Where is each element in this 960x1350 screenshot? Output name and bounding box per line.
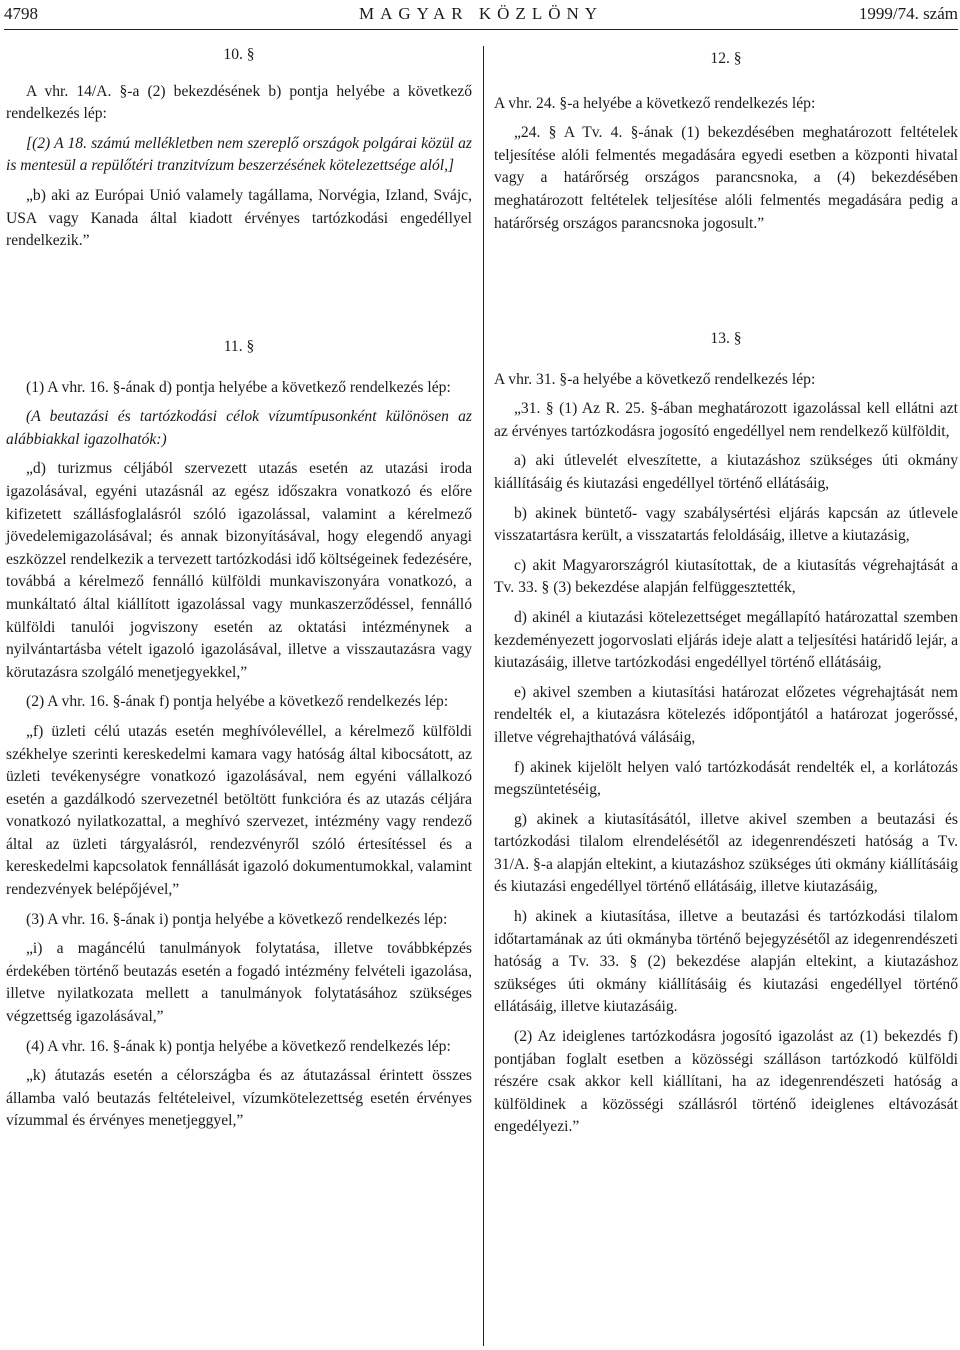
section-11-title: 11. § <box>223 338 255 355</box>
section-13-intro: A vhr. 31. §-a helyébe a következő rendelkezés lép: <box>494 370 816 388</box>
section-13-point-h: h) akinek a kiutasítása, illetve a beutazási és tartózkodási tilalom időtartamának az úti okmányba történő bejegyzésétől az idegenrendészeti hatóság a Tv. 33. § (2) bekezdése alapján eltekint, a kiutazáshoz szükséges úti okmány kiállításáig és kiutazási engedéllyel történő ellátásáig, illetve kiutazásáig. <box>494 908 958 1016</box>
left-column <box>6 44 472 260</box>
section-13-point-f: f) akinek kijelölt helyen való tartózkodását rendelték el, a korlátozás megszüntetéséig, <box>494 758 958 799</box>
journal-title: MAGYAR KÖZLÖNY <box>358 4 604 23</box>
section-11-para-1: (1) A vhr. 16. §-ának d) pontja helyébe a következő rendelkezés lép: <box>26 378 451 396</box>
right-column <box>494 48 958 242</box>
section-12-amendment: „24. § A Tv. 4. §-ának (1) bekezdésében meghatározott feltételek teljesítése alóli felmentés megadására egyedi esetben a központi hivatal vagy a határőrség országos parancsnoka, a (4) bekezdésében meghatározott feltételek teljesítése alóli felmentés megadására pedig a határőrség országos parancsnoka jogosult.” <box>494 124 958 232</box>
section-11-para-4: (4) A vhr. 16. §-ának k) pontja helyébe a következő rendelkezés lép: <box>26 1037 451 1055</box>
section-11-point-k: „k) átutazás esetén a célországba és az átutazással érintett összes államba való beutazás feltételeivel, vízumkötelezettség esetén érvényes vízummal és érvényes menetjeggyel,” <box>6 1067 472 1130</box>
section-13-title: 13. § <box>710 330 742 347</box>
column-divider <box>483 46 484 1346</box>
section-10-amendment: „b) aki az Európai Unió valamely tagállama, Norvégia, Izland, Svájc, USA vagy Kanada által kiadott érvényes tartózkodási engedéllyel rendelkezik.” <box>6 186 472 250</box>
section-12-title: 12. § <box>710 50 742 67</box>
header-rule <box>4 29 958 30</box>
issue-number: 1999/74. szám <box>858 4 958 23</box>
section-11-para-3: (3) A vhr. 16. §-ának i) pontja helyébe a következő rendelkezés lép: <box>26 910 448 928</box>
section-10-intro: A vhr. 14/A. §-a (2) bekezdésének b) pontja helyébe a következő rendelkezés lép: <box>6 82 472 123</box>
page-header <box>4 4 958 26</box>
section-13-point-b: b) akinek büntető- vagy szabálysértési eljárás kapcsán az útlevele visszatartásra került, a visszatartás feloldásáig, illetve a kiutazásig, <box>494 504 958 545</box>
page-number: 4798 <box>4 4 38 23</box>
section-12-intro: A vhr. 24. §-a helyébe a következő rendelkezés lép: <box>494 94 816 112</box>
section-13-para-2: (2) Az ideiglenes tartózkodásra jogosító igazolást az (1) bekezdés f) pontjában foglalt esetben a közösségi szálláson tartózkodó külföldi részére csak akkor kell kiállítani, ha az idegenrendészeti hatóság a külföldinek a közösségi szállásról történő ideiglenes eltávozását engedélyezi.” <box>494 1028 958 1136</box>
section-10-title: 10. § <box>223 46 255 63</box>
section-11-context: (A beutazási és tartózkodási célok vízumtípusonként különösen az alábbiakkal igazolhatók:) <box>6 408 472 448</box>
section-11-para-2: (2) A vhr. 16. §-ának f) pontja helyébe a következő rendelkezés lép: <box>26 693 449 711</box>
section-13-point-e: e) akivel szemben a kiutasítási határozat előzetes végrehajtását nem rendelték el, a kiutazásra kötelezés időpontjától a határozat jogerőssé, illetve végrehajthatóvá válásáig, <box>494 683 958 746</box>
right-column-section-13 <box>494 328 958 1139</box>
section-13-point-g: g) akinek a kiutasításától, illetve akivel szemben a beutazási és tartózkodási tilalom elrendelésétől az idegenrendészeti hatóság a Tv. 31/A. §-a alapján eltekint, a kiutazáshoz szükséges úti okmány kiállításáig és kiutazási engedéllyel történő ellátásáig, illetve kiutazásáig, <box>494 810 958 896</box>
section-10-context: [(2) A 18. számú mellékletben nem szereplő országok polgárai közül az is mentesül a repülőtéri tranzitvízum beszerzésének kötelezettsége alól,] <box>6 134 472 175</box>
section-11-point-d: „d) turizmus céljából szervezett utazás esetén az utazási iroda igazolásával, egyéni utazásnál az egész időszakra vonatkozó és előre kifizetett szállásfoglalásról szóló igazolással, valamint a kérelmező jövedelemigazolásával; és annak bizonyításával, hogy elegendő anyagi eszközzel rendelkezik a tervezett tartózkodási idő költségeinek fedezésére, továbbá a kérelmező fennálló külföldi munkaviszonyára vonatkozó, a munkáltató által kiállított igazolással vagy munkaszerződéssel, fennálló külföldi tanulói jogviszony esetén az oktatási intézménynek a nyilvántartásba vételt igazoló igazolásával, illetve a visszautazásra vagy körutazásra szolgáló menetjegyekkel,” <box>6 460 472 681</box>
section-11-point-i: „i) a magáncélú tanulmányok folytatása, illetve továbbképzés érdekében történő beutazás esetén a fogadó intézmény felvételi igazolása, illetve nyilatkozata mellett a tanulmányok folytatásához szükséges végzettség igazolásával,” <box>6 940 472 1026</box>
section-11-point-f: „f) üzleti célú utazás esetén meghívólevéllel, a kérelmező külföldi székhelye szerinti kereskedelmi kamara vagy hatóság által kibocsátott, az üzleti tevékenységre vonatkozó igazolásával, nem egyéni vállalkozó esetén a gazdálkodó szervezetnél betöltött funkcióra és az utazás céljára vonatkozó nyilatkozattal, a meghívó szervezet, intézmény vagy rendező által az üzleti tárgyalásról, rendezvényről szóló értesítéssel és a kereskedelmi kapcsolatok fennállását igazoló dokumentumokkal, valamint rendezvények belépőjével,” <box>6 722 472 899</box>
section-13-point-c: c) akit Magyarországról kiutasítottak, de a kiutasítás végrehajtását a Tv. 33. § (3) bekezdése alapján felfüggesztették, <box>494 556 958 597</box>
section-13-para-1: „31. § (1) Az R. 25. §-ában meghatározott igazolással kell ellátni azt az érvényes tartózkodásra jogosító engedéllyel nem rendelkező külföldit, <box>494 400 958 440</box>
section-13-point-d: d) akinél a kiutazási kötelezettséget megállapító határozattal szemben kezdeményezett jogorvoslati eljárás ideje alatt a teljesítési határidő lejár, a kiutazásáig, illetve tartózkodási engedéllyel történő ellátásáig, <box>494 608 958 672</box>
left-column-section-11 <box>6 336 472 1133</box>
section-13-point-a: a) aki útlevelét elveszítette, a kiutazáshoz szükséges úti okmány kiállításáig és kiutazási engedéllyel történő ellátásáig, <box>494 452 958 492</box>
